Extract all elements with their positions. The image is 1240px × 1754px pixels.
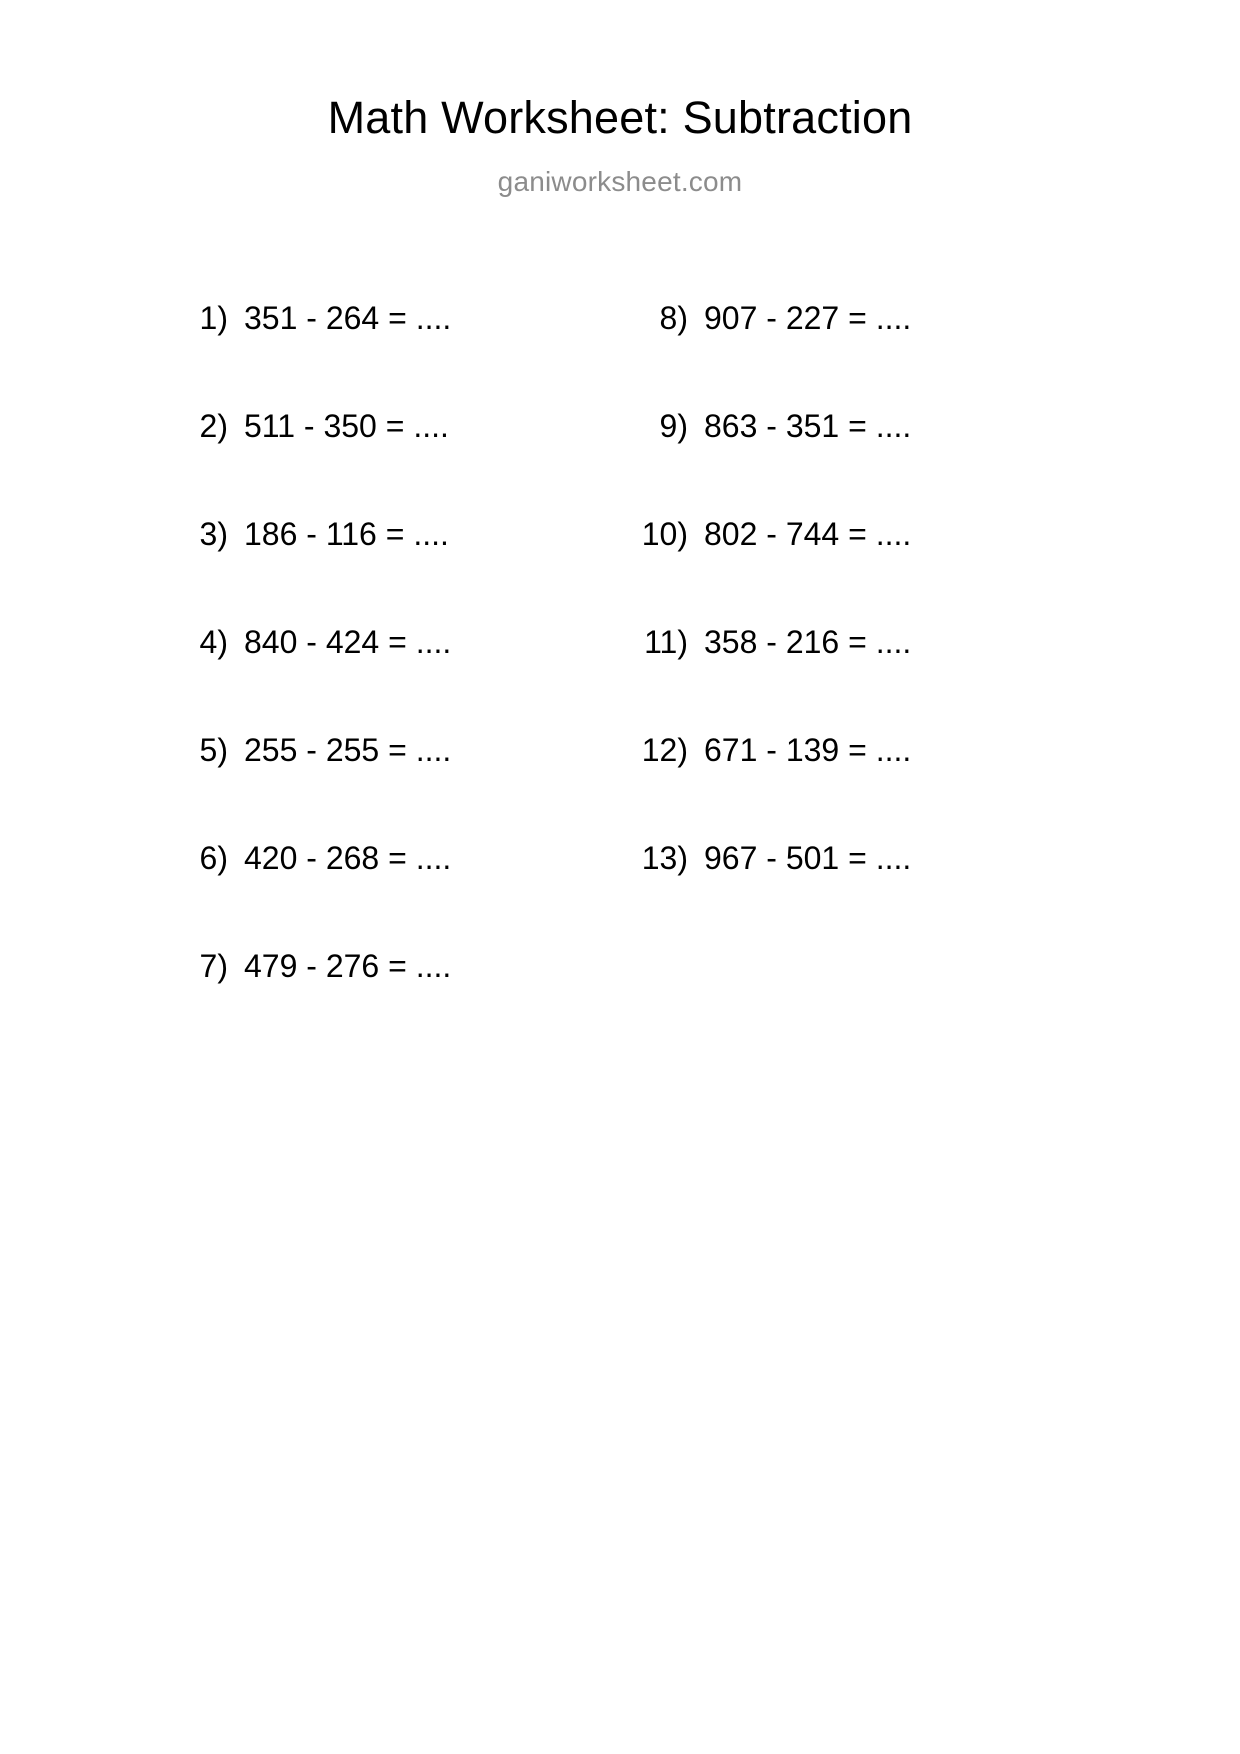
problem-number: 13) — [641, 840, 688, 876]
problem-expression: 967 - 501 = .... — [704, 840, 912, 876]
problem-number: 9) — [659, 408, 688, 444]
problem-number: 12) — [641, 732, 688, 768]
problem-item — [176, 624, 626, 732]
problem-expression: 255 - 255 = .... — [244, 732, 452, 768]
problem-expression: 840 - 424 = .... — [244, 624, 452, 660]
problem-item — [176, 516, 626, 624]
problem-expression: 186 - 116 = .... — [244, 516, 449, 552]
problem-item — [626, 408, 1076, 516]
page-title: Math Worksheet: Subtraction — [327, 92, 913, 143]
problem-item — [626, 624, 1076, 732]
problem-number: 4) — [199, 624, 228, 660]
problems-column-right — [626, 300, 1076, 948]
problem-item — [176, 840, 626, 948]
problem-number: 5) — [199, 732, 228, 768]
problem-expression: 907 - 227 = .... — [704, 300, 912, 336]
problem-expression: 479 - 276 = .... — [244, 948, 452, 984]
problem-number: 1) — [199, 300, 228, 336]
problem-expression: 511 - 350 = .... — [244, 408, 449, 444]
problems-container — [0, 300, 1240, 1056]
problems-column-left — [176, 300, 626, 1056]
problem-item — [626, 300, 1076, 408]
problem-number: 11) — [644, 624, 688, 660]
problem-item — [176, 732, 626, 840]
problem-number: 2) — [199, 408, 228, 444]
problem-expression: 358 - 216 = .... — [704, 624, 912, 660]
problem-item — [626, 516, 1076, 624]
problem-number: 8) — [659, 300, 688, 336]
problem-expression: 863 - 351 = .... — [704, 408, 912, 444]
problem-item — [626, 840, 1076, 948]
problem-number: 7) — [199, 948, 228, 984]
problem-number: 6) — [199, 840, 228, 876]
problem-expression: 802 - 744 = .... — [704, 516, 912, 552]
problem-number: 10) — [641, 516, 688, 552]
problem-item — [626, 732, 1076, 840]
page-subtitle: ganiworksheet.com — [497, 166, 743, 197]
problem-expression: 420 - 268 = .... — [244, 840, 452, 876]
problem-item — [176, 948, 626, 1056]
problem-expression: 351 - 264 = .... — [244, 300, 452, 336]
problem-item — [176, 408, 626, 516]
problem-item — [176, 300, 626, 408]
problem-expression: 671 - 139 = .... — [704, 732, 912, 768]
problem-number: 3) — [199, 516, 228, 552]
